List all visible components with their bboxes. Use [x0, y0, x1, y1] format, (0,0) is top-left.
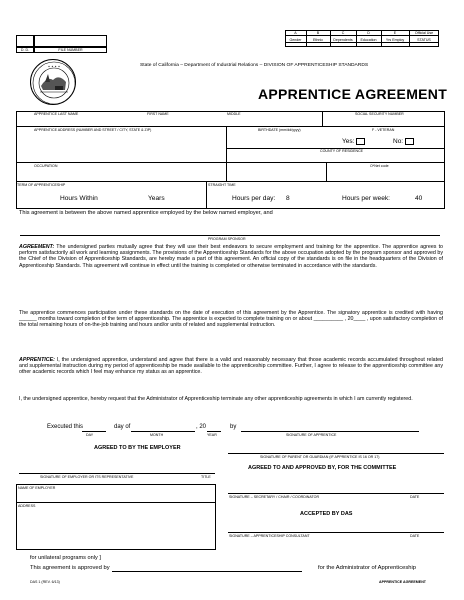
hours-per-day-label: Hours per day:	[232, 195, 276, 202]
code-letter-e: E	[393, 31, 397, 35]
apprentice-signature-line[interactable]	[241, 431, 419, 432]
form-number: DAS 1 (REV. 6/13)	[30, 580, 60, 584]
ssn-field[interactable]	[323, 116, 444, 126]
accepted-das-heading: ACCEPTED BY DAS	[300, 511, 353, 517]
dd-label: D. D.	[20, 48, 30, 52]
code-table-row-line-2	[285, 42, 439, 43]
last-name-label: APPRENTICE LAST NAME	[34, 112, 79, 116]
agreed-committee-heading: AGREED TO AND APPROVED BY, FOR THE COMMITTEE	[248, 465, 397, 471]
apprentice-address-field[interactable]	[17, 133, 225, 161]
form-row-1	[16, 126, 445, 127]
middle-label: MIDDLE	[227, 112, 241, 116]
agency-line: State of California – Department of Industrial Relations – DIVISION OF APPRENTICESHIP STANDARDS	[140, 63, 369, 68]
veteran-no	[393, 138, 414, 145]
code-letter-b: B	[316, 31, 320, 35]
hours-per-week-value[interactable]: 40	[415, 195, 423, 202]
approved-by-line[interactable]	[112, 571, 302, 572]
file-number-label: FILE NUMBER	[58, 48, 83, 52]
unilateral-note: for unilateral programs only ]	[30, 555, 101, 561]
by-label: by	[230, 424, 237, 430]
first-name-field[interactable]	[145, 116, 225, 126]
hours-within-label: Hours Within	[60, 195, 98, 202]
day-of-label: day of	[114, 424, 131, 430]
date-caption-2: DATE	[410, 534, 420, 538]
years-label: Years	[148, 195, 165, 202]
veteran-no-label: No:	[393, 138, 404, 146]
hours-per-day-value[interactable]: 8	[286, 195, 290, 202]
program-sponsor-label: PROGRAM SPONSOR	[208, 237, 246, 241]
code-letter-c: C	[341, 31, 345, 35]
occupation-label: OCCUPATION	[34, 164, 58, 168]
apprentice-text: I, the undersigned apprentice, understand and agree that there is a valid and reasonably necessary that those academic records accumulated throughout related and supplemental instruction during my period of apprenticeship be made available to the apprenticeship committee. Further, I agree to release to the apprenticeship committee any other academic records which I feel may enhance my status as an apprentice.	[19, 357, 443, 376]
form-row-3	[16, 181, 445, 182]
form-row-2	[16, 162, 445, 163]
veteran-label: F - VETERAN	[372, 128, 395, 132]
dependents-header: Dependents	[333, 37, 353, 42]
onet-code-field[interactable]	[327, 169, 444, 180]
form-col	[206, 181, 207, 209]
hours-per-week-label: Hours per week:	[342, 195, 391, 202]
for-admin-label: for the Administrator of Apprenticeship	[318, 565, 416, 571]
ethnic-header: Ethnic	[313, 37, 323, 42]
footer-title: APPRENTICE AGREEMENT	[379, 580, 426, 584]
name-employer-label: NAME OF EMPLOYER	[18, 486, 56, 490]
agreement-text: The undersigned parties mutually agree that they will use their best endeavors to secure employment and training for the apprentice. The apprentice agrees to perform satisfactorily all work and learning assignments. The provisions of the Apprenticeship Standards for the above occupation adopted by the program sponsor and approved by the Chief of the Division of Apprenticeship Standards, are hereby made a part of this agreement. An official copy of the standards is on file in the headquarters of the Division of Apprenticeship Standards. This agreement will continue in effect until the training is completed or otherwise terminated in accordance with the standards.	[19, 244, 443, 269]
state-seal-logo	[30, 59, 76, 105]
consultant-signature-line[interactable]	[228, 532, 444, 533]
employer-name-field[interactable]	[17, 490, 215, 501]
code-letter-d: D	[367, 31, 370, 35]
straight-time-label: STRAIGHT TIME	[208, 183, 236, 187]
county-label: COUNTY OF RESIDENCE	[320, 149, 364, 153]
veteran-yes	[342, 138, 365, 145]
birthdate-field[interactable]	[227, 133, 347, 147]
agreement-paragraph	[19, 244, 443, 269]
commence-paragraph: The apprentice commences participation under these standards on the date of execution of this agreement by the Apprentice. The signatory apprentice is credited with having ______ months toward completion of the term of apprenticeship. The apprentice is expected to complete training on or about __________ , 20____ , upon satisfactory completion of the total remaining hours of on-the-job training and hours and/or units of related and supplemental instruction.	[19, 310, 443, 329]
occupation-field[interactable]	[17, 169, 325, 180]
gender-header: Gender	[289, 37, 302, 42]
address-employer-label: ADDRESS	[18, 504, 36, 508]
official-use-label: Official Use	[414, 31, 434, 35]
onet-code-label: O*Net code	[370, 164, 389, 168]
middle-field[interactable]	[226, 116, 321, 126]
apprentice-paragraph	[19, 357, 443, 376]
sig-employer-caption: SIGNATURE OF EMPLOYER OR ITS REPRESENTATIVE	[40, 475, 134, 479]
birthdate-label: BIRTHDATE (mm/dd/yyyy)	[258, 128, 301, 132]
intro-line: This agreement is between the above named apprentice employed by the below named employer, and	[19, 210, 273, 216]
title-caption: TITLE	[201, 475, 211, 479]
year-caption: YEAR	[207, 433, 217, 437]
date-caption-1: DATE	[410, 495, 420, 499]
day-caption: DAY	[86, 433, 94, 437]
page-title: APPRENTICE AGREEMENT	[258, 86, 448, 102]
veteran-yes-label: Yes:	[342, 138, 355, 146]
year-line[interactable]	[207, 431, 221, 432]
executed-this-label: Executed this	[47, 424, 84, 430]
sig-secretary-caption: SIGNATURE – SECRETARY / CHAIR / COORDINATOR	[229, 495, 320, 499]
veteran-no-checkbox[interactable]	[405, 138, 414, 145]
veteran-yes-checkbox[interactable]	[356, 138, 365, 145]
secretary-signature-line[interactable]	[228, 493, 444, 494]
education-header: Education	[360, 37, 377, 42]
ssn-label: SOCIAL SECURITY NUMBER	[355, 112, 404, 116]
first-name-label: FIRST NAME	[147, 112, 169, 116]
agreement-lead: AGREEMENT:	[19, 244, 55, 250]
status-header: STATUS	[417, 37, 431, 42]
sig-apprentice-caption: SIGNATURE OF APPRENTICE	[286, 433, 337, 437]
parent-signature-line[interactable]	[228, 453, 444, 454]
code-table-row-line	[285, 35, 439, 36]
employer-address-field[interactable]	[17, 508, 215, 549]
address-label: APPRENTICE ADDRESS (NUMBER AND STREET / CITY, STATE & ZIP)	[34, 128, 152, 132]
program-sponsor-line[interactable]	[20, 235, 440, 236]
day-line[interactable]	[82, 431, 106, 432]
month-line[interactable]	[131, 431, 195, 432]
term-label: TERM OF APPRENTICESHIP	[17, 183, 66, 187]
last-name-field[interactable]	[17, 116, 145, 126]
employer-signature-line[interactable]	[19, 473, 215, 474]
file-number-cell[interactable]	[34, 35, 107, 47]
terminate-paragraph: I, the undersigned apprentice, hereby request that the Administrator of Apprenticeship terminate any other apprenticeship agreements in which I am currently registered.	[19, 396, 413, 402]
comma-20-label: , 20	[196, 424, 207, 430]
agreed-employer-heading: AGREED TO BY THE EMPLOYER	[94, 445, 181, 451]
dd-cell[interactable]	[16, 35, 34, 47]
sig-consultant-caption: SIGNATURE – APPRENTICESHIP CONSULTANT	[229, 534, 310, 538]
month-caption: MONTH	[150, 433, 164, 437]
employer-box-divider	[16, 502, 216, 503]
svg-text:✦ ✦ ✦ ✦: ✦ ✦ ✦ ✦	[47, 64, 61, 69]
approved-by-label: This agreement is approved by	[30, 565, 110, 571]
apprentice-lead: APPRENTICE:	[19, 357, 55, 363]
county-field[interactable]	[227, 153, 444, 161]
yrs-employ-header: Yrs Employ	[385, 37, 405, 42]
bear-seal-icon	[31, 60, 76, 105]
sig-parent-caption: SIGNATURE OF PARENT OR GUARDIAN (IF APPRENTICE IS 16 OR 17)	[260, 455, 380, 459]
code-letter-a: A	[294, 31, 297, 35]
